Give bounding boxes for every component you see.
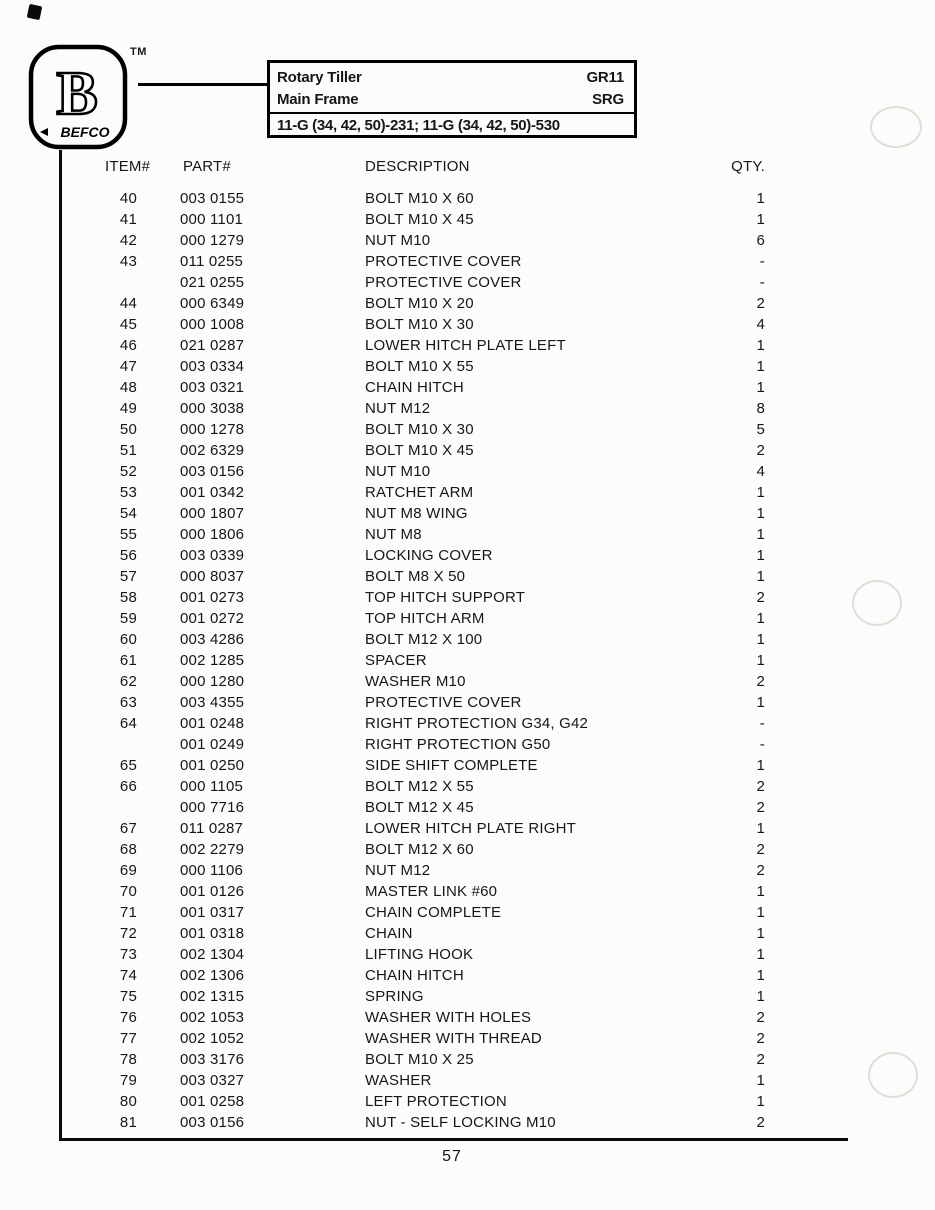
cell-part: 002 1306 bbox=[180, 967, 245, 984]
cell-part: 001 0126 bbox=[180, 883, 245, 900]
cell-desc: LOWER HITCH PLATE RIGHT bbox=[365, 820, 577, 837]
cell-item: 44 bbox=[119, 295, 137, 312]
table-row bbox=[60, 692, 770, 713]
table-header-row bbox=[60, 158, 770, 188]
subtitle-row bbox=[277, 89, 624, 111]
cell-item: 66 bbox=[119, 778, 137, 795]
cell-part: 001 0317 bbox=[180, 904, 245, 921]
cell-qty: 2 bbox=[756, 673, 765, 690]
cell-desc: PROTECTIVE COVER bbox=[365, 694, 522, 711]
table-row bbox=[60, 1028, 770, 1049]
table-row bbox=[60, 671, 770, 692]
cell-part: 003 0156 bbox=[180, 463, 245, 480]
table-row bbox=[60, 503, 770, 524]
cell-part: 000 3038 bbox=[180, 400, 245, 417]
cell-desc: CHAIN HITCH bbox=[365, 379, 464, 396]
cell-desc: SIDE SHIFT COMPLETE bbox=[365, 757, 538, 774]
cell-qty: 2 bbox=[756, 799, 765, 816]
cell-qty: 1 bbox=[756, 547, 765, 564]
table-row bbox=[60, 251, 770, 272]
table-row bbox=[60, 881, 770, 902]
cell-item: 75 bbox=[119, 988, 137, 1005]
cell-part: 003 0334 bbox=[180, 358, 245, 375]
cell-qty: 4 bbox=[756, 316, 765, 333]
cell-item: 49 bbox=[119, 400, 137, 417]
cell-qty: 1 bbox=[756, 1093, 765, 1110]
table-row bbox=[60, 986, 770, 1007]
cell-part: 000 1105 bbox=[180, 778, 244, 795]
series-code: SRG bbox=[592, 91, 624, 108]
table-row bbox=[60, 650, 770, 671]
cell-qty: 2 bbox=[756, 1114, 765, 1131]
cell-desc: NUT M12 bbox=[365, 862, 431, 879]
col-header-description: DESCRIPTION bbox=[365, 158, 470, 175]
table-row bbox=[60, 944, 770, 965]
cell-desc: LIFTING HOOK bbox=[365, 946, 474, 963]
table-row bbox=[60, 776, 770, 797]
table-row bbox=[60, 1007, 770, 1028]
cell-qty: 1 bbox=[756, 988, 765, 1005]
cell-desc: CHAIN COMPLETE bbox=[365, 904, 502, 921]
cell-part: 001 0272 bbox=[180, 610, 245, 627]
cell-desc: BOLT M8 X 50 bbox=[365, 568, 466, 585]
logo-letter: B bbox=[56, 60, 98, 128]
cell-qty: 1 bbox=[756, 652, 765, 669]
logo-arrow-icon bbox=[40, 128, 48, 136]
cell-desc: NUT M8 bbox=[365, 526, 422, 543]
table-row bbox=[60, 587, 770, 608]
table-row bbox=[60, 461, 770, 482]
cell-part: 001 0342 bbox=[180, 484, 245, 501]
cell-desc: BOLT M12 X 55 bbox=[365, 778, 474, 795]
table-row bbox=[60, 797, 770, 818]
table-row bbox=[60, 902, 770, 923]
cell-desc: CHAIN bbox=[365, 925, 413, 942]
cell-desc: LOCKING COVER bbox=[365, 547, 493, 564]
cell-qty: 1 bbox=[756, 694, 765, 711]
parts-table bbox=[60, 158, 770, 1133]
cell-desc: MASTER LINK #60 bbox=[365, 883, 498, 900]
cell-item: 71 bbox=[119, 904, 137, 921]
cell-qty: 1 bbox=[756, 967, 765, 984]
page-number: 57 bbox=[442, 1148, 462, 1165]
cell-item: 41 bbox=[119, 211, 137, 228]
cell-qty: 1 bbox=[756, 526, 765, 543]
cell-qty: 2 bbox=[756, 442, 765, 459]
cell-item: 50 bbox=[119, 421, 137, 438]
cell-desc: RIGHT PROTECTION G34, G42 bbox=[365, 715, 589, 732]
cell-item: 80 bbox=[119, 1093, 137, 1110]
cell-item: 57 bbox=[119, 568, 137, 585]
table-row bbox=[60, 356, 770, 377]
cell-part: 002 2279 bbox=[180, 841, 245, 858]
cell-part: 003 0327 bbox=[180, 1072, 245, 1089]
cell-item: 58 bbox=[119, 589, 137, 606]
table-row bbox=[60, 755, 770, 776]
cell-desc: NUT - SELF LOCKING M10 bbox=[365, 1114, 556, 1131]
cell-qty: 2 bbox=[756, 862, 765, 879]
cell-part: 003 0321 bbox=[180, 379, 245, 396]
cell-desc: BOLT M10 X 25 bbox=[365, 1051, 474, 1068]
cell-desc: BOLT M12 X 100 bbox=[365, 631, 483, 648]
table-row bbox=[60, 965, 770, 986]
left-border-line bbox=[59, 150, 62, 1140]
bottom-border-line bbox=[59, 1138, 848, 1141]
cell-part: 000 1279 bbox=[180, 232, 245, 249]
cell-qty: - bbox=[759, 274, 765, 291]
cell-item: 76 bbox=[119, 1009, 137, 1026]
cell-desc: BOLT M10 X 20 bbox=[365, 295, 474, 312]
cell-desc: NUT M12 bbox=[365, 400, 431, 417]
cell-desc: BOLT M10 X 30 bbox=[365, 421, 474, 438]
table-row bbox=[60, 734, 770, 755]
cell-part: 002 1052 bbox=[180, 1030, 245, 1047]
cell-qty: 5 bbox=[756, 421, 765, 438]
cell-item: 42 bbox=[119, 232, 137, 249]
cell-item: 77 bbox=[119, 1030, 137, 1047]
cell-item bbox=[60, 272, 137, 293]
table-row bbox=[60, 398, 770, 419]
cell-desc: PROTECTIVE COVER bbox=[365, 274, 522, 291]
cell-desc: WASHER M10 bbox=[365, 673, 466, 690]
cell-item: 64 bbox=[119, 715, 137, 732]
table-row bbox=[60, 818, 770, 839]
cell-desc: SPRING bbox=[365, 988, 424, 1005]
cell-item: 72 bbox=[119, 925, 137, 942]
cell-part: 002 6329 bbox=[180, 442, 245, 459]
table-row bbox=[60, 1091, 770, 1112]
cell-part: 003 0155 bbox=[180, 190, 245, 207]
cell-item: 53 bbox=[119, 484, 137, 501]
cell-item: 73 bbox=[119, 946, 137, 963]
trademark-symbol: TM bbox=[130, 46, 147, 58]
cell-qty: 1 bbox=[756, 883, 765, 900]
cell-desc: WASHER WITH THREAD bbox=[365, 1030, 542, 1047]
cell-desc: SPACER bbox=[365, 652, 427, 669]
cell-part: 003 4355 bbox=[180, 694, 245, 711]
cell-qty: 1 bbox=[756, 337, 765, 354]
cell-qty: 1 bbox=[756, 1072, 765, 1089]
cell-qty: 1 bbox=[756, 904, 765, 921]
cell-qty: 1 bbox=[756, 568, 765, 585]
punch-hole bbox=[852, 580, 902, 626]
cell-part: 021 0255 bbox=[180, 274, 245, 291]
doc-subtitle: Main Frame bbox=[277, 91, 359, 108]
cell-qty: 1 bbox=[756, 946, 765, 963]
cell-item: 55 bbox=[119, 526, 137, 543]
cell-part: 001 0318 bbox=[180, 925, 245, 942]
header-connector-line bbox=[138, 83, 267, 86]
cell-item: 60 bbox=[119, 631, 137, 648]
cell-item: 79 bbox=[119, 1072, 137, 1089]
cell-desc: TOP HITCH ARM bbox=[365, 610, 485, 627]
cell-desc: WASHER WITH HOLES bbox=[365, 1009, 532, 1026]
cell-qty: 2 bbox=[756, 1030, 765, 1047]
doc-title: Rotary Tiller bbox=[277, 69, 362, 86]
table-row bbox=[60, 209, 770, 230]
cell-part: 000 6349 bbox=[180, 295, 245, 312]
cell-desc: NUT M10 bbox=[365, 232, 431, 249]
cell-item: 47 bbox=[119, 358, 137, 375]
cell-part: 000 1106 bbox=[180, 862, 244, 879]
cell-part: 002 1304 bbox=[180, 946, 245, 963]
cell-qty: 1 bbox=[756, 610, 765, 627]
cell-item: 52 bbox=[119, 463, 137, 480]
cell-part: 001 0258 bbox=[180, 1093, 245, 1110]
cell-item: 45 bbox=[119, 316, 137, 333]
cell-item: 40 bbox=[119, 190, 137, 207]
cell-qty: - bbox=[759, 253, 765, 270]
col-header-part: PART# bbox=[183, 158, 231, 175]
cell-qty: 2 bbox=[756, 295, 765, 312]
table-row bbox=[60, 1112, 770, 1133]
cell-part: 003 3176 bbox=[180, 1051, 245, 1068]
cell-qty: 2 bbox=[756, 841, 765, 858]
cell-part: 011 0255 bbox=[180, 253, 244, 270]
punch-hole bbox=[870, 106, 922, 148]
cell-desc: BOLT M10 X 55 bbox=[365, 358, 474, 375]
cell-qty: 1 bbox=[756, 190, 765, 207]
cell-qty: 4 bbox=[756, 463, 765, 480]
cell-qty: 2 bbox=[756, 778, 765, 795]
cell-qty: 1 bbox=[756, 925, 765, 942]
cell-item: 59 bbox=[119, 610, 137, 627]
befco-logo bbox=[28, 44, 130, 152]
cell-desc: BOLT M10 X 60 bbox=[365, 190, 474, 207]
punch-hole bbox=[868, 1052, 918, 1098]
cell-item: 78 bbox=[119, 1051, 137, 1068]
table-row bbox=[60, 545, 770, 566]
table-row bbox=[60, 440, 770, 461]
cell-part: 000 1278 bbox=[180, 421, 245, 438]
table-row bbox=[60, 377, 770, 398]
cell-item: 69 bbox=[119, 862, 137, 879]
cell-qty: 2 bbox=[756, 589, 765, 606]
cell-desc: WASHER bbox=[365, 1072, 432, 1089]
cell-item: 61 bbox=[119, 652, 137, 669]
cell-item: 62 bbox=[119, 673, 137, 690]
cell-desc: BOLT M12 X 45 bbox=[365, 799, 474, 816]
cell-item: 70 bbox=[119, 883, 137, 900]
cell-qty: 1 bbox=[756, 505, 765, 522]
cell-item: 51 bbox=[119, 442, 137, 459]
cell-part: 001 0273 bbox=[180, 589, 245, 606]
cell-item: 43 bbox=[119, 253, 137, 270]
table-row bbox=[60, 629, 770, 650]
cell-desc: BOLT M10 X 30 bbox=[365, 316, 474, 333]
table-row bbox=[60, 524, 770, 545]
cell-desc: TOP HITCH SUPPORT bbox=[365, 589, 526, 606]
table-row bbox=[60, 860, 770, 881]
cell-part: 001 0248 bbox=[180, 715, 245, 732]
cell-part: 002 1053 bbox=[180, 1009, 245, 1026]
cell-desc: BOLT M10 X 45 bbox=[365, 211, 474, 228]
cell-part: 021 0287 bbox=[180, 337, 245, 354]
cell-desc: PROTECTIVE COVER bbox=[365, 253, 522, 270]
parts-table-body bbox=[60, 188, 770, 1133]
table-row bbox=[60, 314, 770, 335]
cell-qty: 2 bbox=[756, 1051, 765, 1068]
cell-desc: NUT M10 bbox=[365, 463, 431, 480]
table-row bbox=[60, 230, 770, 251]
table-row bbox=[60, 566, 770, 587]
cell-qty: 1 bbox=[756, 211, 765, 228]
cell-qty: 2 bbox=[756, 1009, 765, 1026]
table-row bbox=[60, 419, 770, 440]
table-row bbox=[60, 839, 770, 860]
cell-part: 000 1806 bbox=[180, 526, 245, 543]
cell-item: 65 bbox=[119, 757, 137, 774]
cell-qty: 1 bbox=[756, 484, 765, 501]
table-row bbox=[60, 1049, 770, 1070]
cell-qty: 8 bbox=[756, 400, 765, 417]
cell-qty: - bbox=[759, 736, 765, 753]
cell-item: 48 bbox=[119, 379, 137, 396]
cell-qty: - bbox=[759, 715, 765, 732]
cell-item: 81 bbox=[119, 1114, 137, 1131]
table-row bbox=[60, 482, 770, 503]
cell-part: 002 1285 bbox=[180, 652, 245, 669]
table-row bbox=[60, 272, 770, 293]
cell-item: 68 bbox=[119, 841, 137, 858]
logo-wordmark: BEFCO bbox=[60, 124, 110, 140]
cell-part: 000 1101 bbox=[180, 211, 244, 228]
table-row bbox=[60, 335, 770, 356]
table-row bbox=[60, 188, 770, 209]
model-code: GR11 bbox=[586, 69, 624, 86]
cell-desc: LEFT PROTECTION bbox=[365, 1093, 507, 1110]
cell-desc: BOLT M12 X 60 bbox=[365, 841, 474, 858]
cell-item: 67 bbox=[119, 820, 137, 837]
cell-desc: NUT M8 WING bbox=[365, 505, 468, 522]
title-row bbox=[277, 67, 624, 89]
cell-item: 56 bbox=[119, 547, 137, 564]
cell-part: 000 8037 bbox=[180, 568, 245, 585]
col-header-item: ITEM# bbox=[105, 158, 151, 175]
cell-part: 011 0287 bbox=[180, 820, 244, 837]
cell-desc: RIGHT PROTECTION G50 bbox=[365, 736, 551, 753]
cell-part: 003 0339 bbox=[180, 547, 245, 564]
table-row bbox=[60, 608, 770, 629]
cell-desc: RATCHET ARM bbox=[365, 484, 474, 501]
cell-qty: 1 bbox=[756, 631, 765, 648]
cell-item bbox=[60, 797, 137, 818]
cell-qty: 1 bbox=[756, 820, 765, 837]
cell-item bbox=[60, 734, 137, 755]
cell-item: 74 bbox=[119, 967, 137, 984]
title-block bbox=[267, 60, 637, 138]
cell-part: 001 0249 bbox=[180, 736, 245, 753]
scan-artifact bbox=[27, 4, 43, 20]
table-row bbox=[60, 923, 770, 944]
cell-qty: 1 bbox=[756, 757, 765, 774]
cell-part: 003 0156 bbox=[180, 1114, 245, 1131]
table-row bbox=[60, 713, 770, 734]
cell-part: 003 4286 bbox=[180, 631, 245, 648]
table-row bbox=[60, 293, 770, 314]
cell-qty: 1 bbox=[756, 358, 765, 375]
col-header-qty: QTY. bbox=[731, 158, 765, 175]
cell-part: 000 1280 bbox=[180, 673, 245, 690]
cell-desc: LOWER HITCH PLATE LEFT bbox=[365, 337, 566, 354]
cell-part: 000 1008 bbox=[180, 316, 245, 333]
cell-part: 001 0250 bbox=[180, 757, 245, 774]
cell-desc: CHAIN HITCH bbox=[365, 967, 464, 984]
cell-item: 54 bbox=[119, 505, 137, 522]
cell-qty: 1 bbox=[756, 379, 765, 396]
cell-part: 002 1315 bbox=[180, 988, 245, 1005]
cell-item: 46 bbox=[119, 337, 137, 354]
cell-qty: 6 bbox=[756, 232, 765, 249]
model-numbers: 11-G (34, 42, 50)-231; 11-G (34, 42, 50)-530 bbox=[270, 112, 634, 137]
cell-part: 000 1807 bbox=[180, 505, 245, 522]
befco-logo-graphic bbox=[28, 44, 130, 152]
cell-part: 000 7716 bbox=[180, 799, 245, 816]
cell-desc: BOLT M10 X 45 bbox=[365, 442, 474, 459]
table-row bbox=[60, 1070, 770, 1091]
cell-item: 63 bbox=[119, 694, 137, 711]
